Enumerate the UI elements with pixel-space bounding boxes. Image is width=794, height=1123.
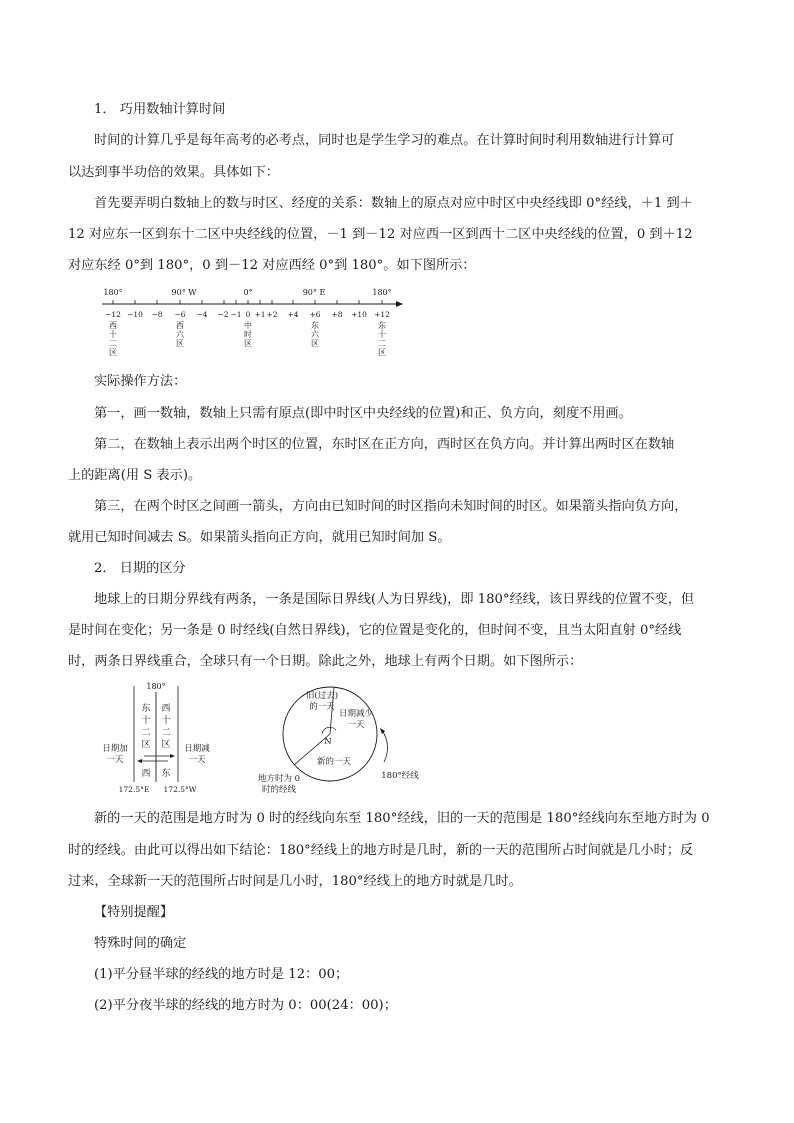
zone-label-w12: 区 — [109, 348, 117, 357]
paragraph-line: 时的经线。由此可以得出如下结论：180°经线上的地方时是几时，新的一天的范围所占时间就是几小时；反 — [68, 843, 694, 858]
section-2-heading: 2． 日期的区分 — [94, 561, 186, 576]
axis-number: −10 — [127, 310, 143, 319]
axis-number: +10 — [351, 310, 367, 319]
zone-label-east12: 东 — [141, 704, 151, 714]
axis-number: −1 — [230, 310, 242, 319]
paragraph-line: 首先要弄明白数轴上的数与时区、经度的关系：数轴上的原点对应中时区中央经线即 0°经线，＋1 到＋ — [94, 196, 693, 211]
axis-ticks — [113, 300, 382, 304]
callout-arrow-head — [380, 728, 385, 734]
zone-label-west12: 西 — [161, 704, 171, 714]
zone-label-z0: 时 — [244, 330, 252, 339]
west-label: 西 — [141, 769, 151, 779]
zone-label-e12: 区 — [378, 348, 386, 357]
zone-label-w6: 区 — [176, 339, 184, 348]
tip-subtitle: 特殊时间的确定 — [94, 936, 187, 951]
zone-label-e6: 区 — [311, 339, 319, 348]
axis-number: +4 — [287, 310, 299, 319]
zone-label-e6: 东 — [311, 321, 319, 330]
number-axis-figure — [96, 284, 406, 364]
callout-curve — [382, 730, 388, 762]
arrow-head — [137, 759, 142, 763]
axis-top-label: 90° W — [171, 288, 197, 297]
axis-top-label: 90° E — [302, 288, 326, 297]
local-time-0-label: 地方时为 0 — [257, 774, 301, 784]
date-reduce-label: 一天 — [347, 720, 365, 730]
method-title: 实际操作方法： — [94, 374, 187, 389]
paragraph-line: 过来，全球新一天的范围所占时间是几小时，180°经线上的地方时就是几时。 — [68, 874, 522, 889]
zone-label-w6: 西 — [176, 321, 184, 330]
axis-number: −8 — [151, 310, 163, 319]
zone-label-e12: 东 — [378, 321, 386, 330]
zone-label-west12: 二 — [161, 728, 171, 738]
north-pole-label: N — [324, 737, 332, 747]
longitude-label: 172.5°E — [118, 785, 150, 794]
date-subtract-label: 一天 — [188, 755, 206, 765]
paragraph-line: 12 对应东一区到东十二区中央经线的位置，－1 到－12 对应西一区到西十二区中央经线的位置，0 到＋12 — [68, 227, 693, 242]
local-time-0-label: 时的经线 — [261, 785, 297, 795]
zone-label-w12: 西 — [109, 321, 117, 330]
date-add-label: 日期加 — [102, 744, 128, 754]
new-day-label: 新的一天 — [316, 757, 352, 767]
method-step: 第三，在两个时区之间画一箭头，方向由已知时间的时区指向未知时间的时区。如果箭头指向负方向， — [94, 499, 688, 514]
paragraph-line: 以达到事半功倍的效果。具体如下： — [68, 165, 279, 180]
paragraph-line: 新的一天的范围是地方时为 0 时的经线向东至 180°经线，旧的一天的范围是 180°经线向东至地方时为 0 — [94, 811, 710, 826]
zone-label-w12: 十 — [109, 330, 117, 339]
date-line-figure — [100, 680, 230, 796]
axis-number: 0 — [245, 310, 251, 319]
tip-item: (1)平分昼半球的经线的地方时是 12：00； — [94, 967, 349, 982]
arrow-head — [170, 754, 175, 758]
paragraph-line: 地球上的日期分界线有两条，一条是国际日界线(人为日界线)，即 180°经线，该日界线的位置不变，但 — [94, 592, 695, 607]
axis-number: −6 — [174, 310, 186, 319]
east-label: 东 — [161, 769, 171, 779]
axis-top-label: 0° — [243, 288, 253, 297]
figure-top-label: 180° — [146, 682, 166, 691]
paragraph-line: 对应东经 0°到 180°，0 到－12 对应西经 0°到 180°。如下图所示： — [68, 258, 476, 273]
zone-label-e6: 六 — [311, 330, 319, 339]
section-1-heading: 1． 巧用数轴计算时间 — [94, 102, 226, 117]
zone-label-e12: 十 — [378, 330, 386, 339]
method-step: 上的距离(用 S 表示)。 — [68, 468, 202, 483]
zone-label-w6: 六 — [176, 330, 184, 339]
method-step: 第二，在数轴上表示出两个时区的位置，东时区在正方向，西时区在负方向。并计算出两时区在数轴 — [94, 437, 675, 452]
zone-label-west12: 区 — [161, 740, 171, 750]
date-reduce-label: 日期减少 — [338, 709, 374, 719]
axis-number: −4 — [196, 310, 208, 319]
zone-label-w12: 二 — [109, 339, 117, 348]
old-day-label: 的一天 — [309, 702, 335, 712]
zone-label-west12: 十 — [161, 716, 171, 726]
axis-number: +12 — [374, 310, 390, 319]
old-day-label: 旧(过去) — [305, 691, 339, 701]
paragraph-line: 时间的计算几乎是每年高考的必考点，同时也是学生学习的难点。在计算时间时利用数轴进行计算可 — [94, 133, 675, 148]
tip-item: (2)平分夜半球的经线的地方时为 0：00(24：00)； — [94, 998, 397, 1013]
zone-label-east12: 区 — [141, 740, 151, 750]
axis-number: +1 — [254, 310, 266, 319]
zone-label-z0: 区 — [244, 339, 252, 348]
rotation-arc — [322, 727, 336, 734]
axis-number: +2 — [266, 310, 278, 319]
method-step: 就用已知时间减去 S。如果箭头指向正方向，就用已知时间加 S。 — [68, 530, 451, 545]
axis-top-label: 180° — [372, 288, 392, 297]
axis-number: +6 — [309, 310, 321, 319]
method-step: 第一，画一数轴，数轴上只需有原点(即中时区中央经线的位置)和正、负方向，刻度不用画。 — [94, 406, 632, 421]
axis-top-label: 180° — [103, 288, 123, 297]
axis-number: −12 — [105, 310, 121, 319]
zone-label-east12: 二 — [141, 728, 151, 738]
zone-label-z0: 中 — [244, 321, 252, 330]
paragraph-line: 是时间在变化；另一条是 0 时经线(自然日界线)，它的位置是变化的，但时间不变，且当太阳直射 0°经线 — [68, 623, 682, 638]
polar-date-figure — [252, 678, 422, 802]
line-180-label: 180°经线 — [381, 771, 419, 781]
axis-arrow — [396, 301, 403, 307]
date-subtract-label: 日期减 — [184, 744, 210, 754]
date-add-label: 一天 — [106, 755, 124, 765]
axis-number: +8 — [331, 310, 343, 319]
zone-label-e12: 二 — [378, 339, 386, 348]
paragraph-line: 时，两条日界线重合，全球只有一个日期。除此之外，地球上有两个日期。如下图所示： — [68, 654, 583, 669]
longitude-label: 172.5°W — [163, 785, 197, 794]
tip-title: 【特别提醒】 — [94, 905, 174, 920]
axis-number: −2 — [217, 310, 229, 319]
zone-label-east12: 十 — [141, 716, 151, 726]
